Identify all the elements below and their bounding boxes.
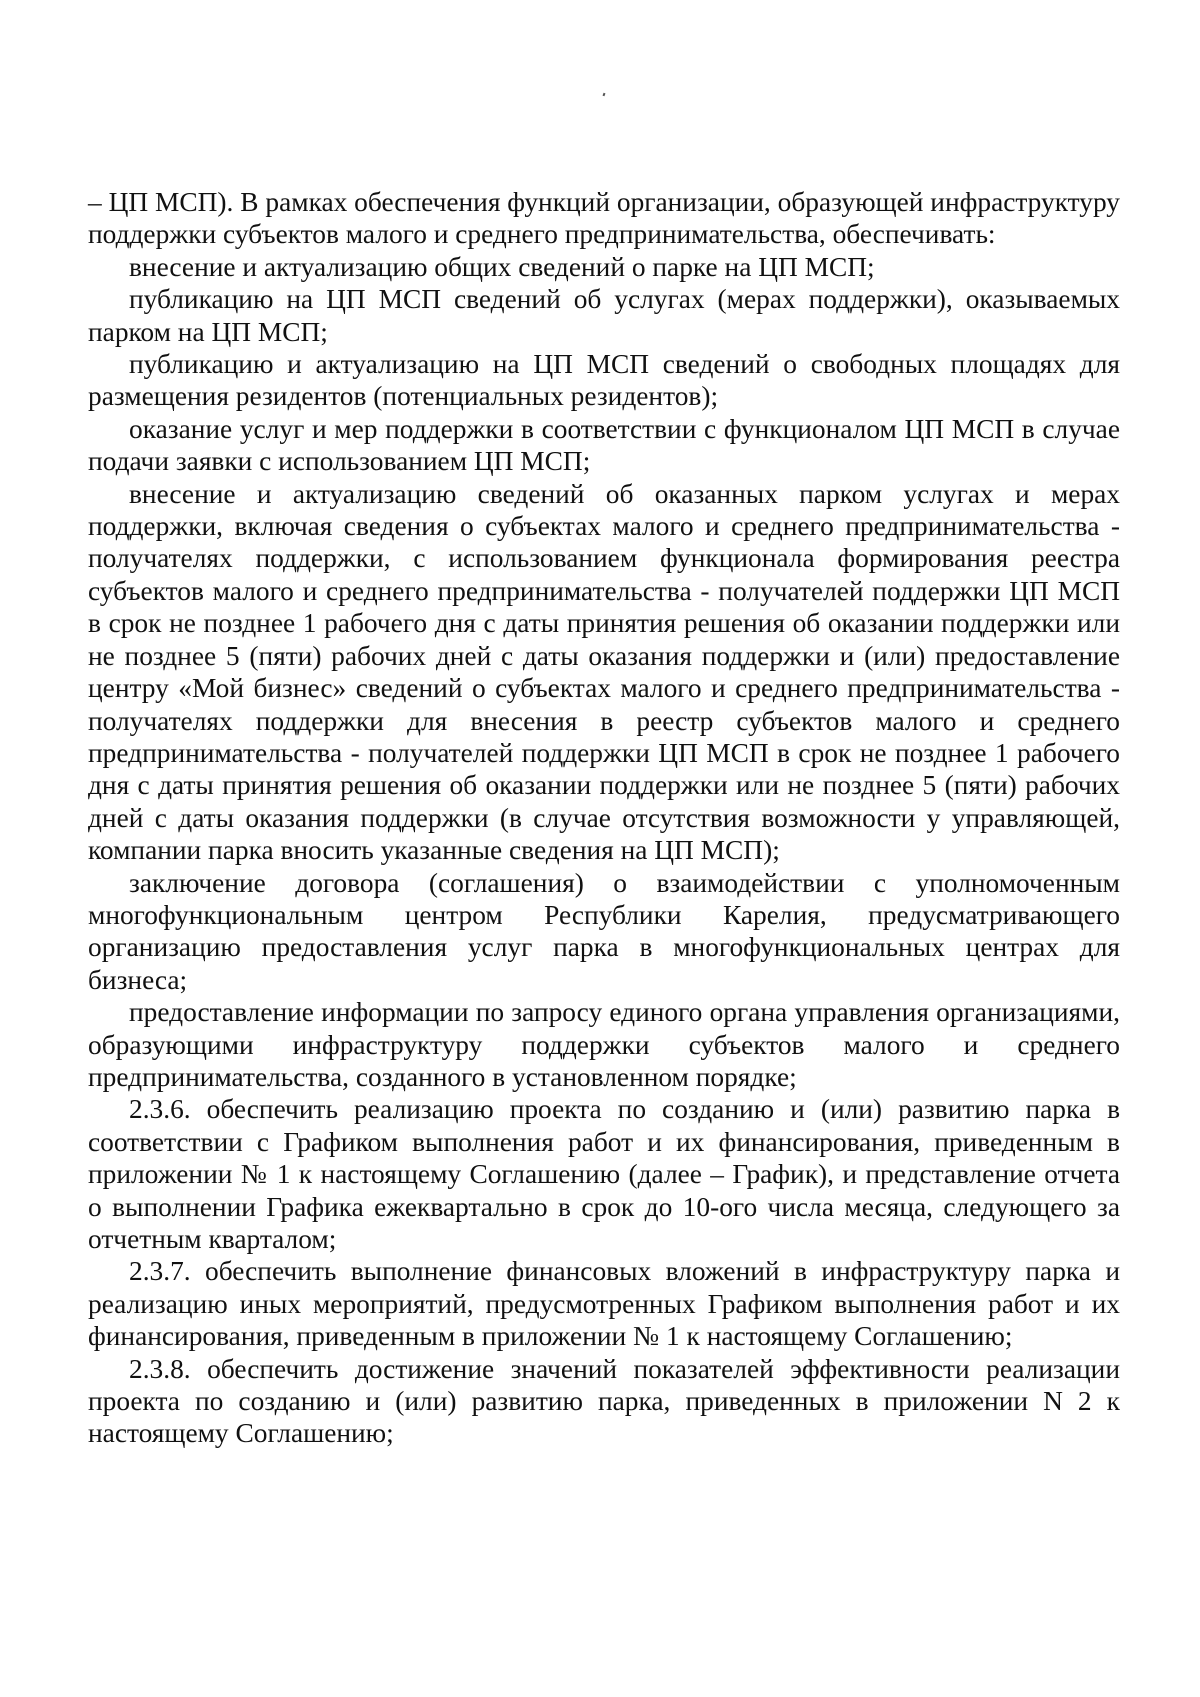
paragraph-support-services: оказание услуг и мер поддержки в соответствии с функционалом ЦП МСП в случае подачи заявки с использованием ЦП МСП; — [88, 413, 1120, 477]
clause-2-3-8: 2.3.8. обеспечить достижение значений показателей эффективности реализации проекта по созданию и (или) развитию парка, приведенных в приложении N 2 к настоящему Соглашению; — [88, 1353, 1120, 1449]
paragraph-continuation: – ЦП МСП). В рамках обеспечения функций организации, образующей инфраструктуру поддержки субъектов малого и среднего предпринимательства, обеспечивать: — [88, 187, 1120, 250]
paragraph-free-areas: публикацию и актуализацию на ЦП МСП сведений о свободных площадях для размещения резидентов (потенциальных резидентов); — [88, 349, 1120, 412]
clause-2-3-7: 2.3.7. обеспечить выполнение финансовых вложений в инфраструктуру парка и реализацию иных мероприятий, предусмотренных Графиком выполнения работ и их финансирования, приведенным в приложении № 1 к настоящему Соглашению; — [88, 1256, 1120, 1352]
paragraph-general-info: внесение и актуализацию общих сведений о парке на ЦП МСП; — [129, 251, 875, 282]
clause-2-3-6: 2.3.6. обеспечить реализацию проекта по созданию и (или) развитию парка в соответствии с Графиком выполнения работ и их финансирования, приведенным в приложении № 1 к настоящему Соглашению (далее – График), и представление отчета о выполнении Графика ежеквартально в срок до 10-ого числа месяца, следующего за отчетным кварталом; — [88, 1094, 1120, 1254]
paragraph-information-request: предоставление информации по запросу единого органа управления организациями, образующими инфраструктуру поддержки субъектов малого и среднего предпринимательства, созданного в установленном порядке; — [88, 997, 1120, 1092]
paragraph-support-registry: внесение и актуализацию сведений об оказанных парком услугах и мерах поддержки, включая сведения о субъектах малого и среднего предпринимательства - получателях поддержки, с использованием функционала формирования реестра субъектов малого и среднего предпринимательства - получателей поддержки ЦП МСП в срок не позднее 1 рабочего дня с даты принятия решения об оказании поддержки или не позднее 5 (пяти) рабочих дней с даты оказания поддержки и (или) предоставление центру «Мой бизнес» сведений о субъектах малого и среднего предпринимательства - получателях поддержки для внесения в реестр субъектов малого и среднего предпринимательства - получателей поддержки ЦП МСП в срок не позднее 1 рабочего дня с даты принятия решения об оказании поддержки или не позднее 5 (пяти) рабочих дней с даты оказания поддержки (в случае отсутствия возможности у управляющей, компании парка вносить указанные сведения на ЦП МСП); — [88, 478, 1120, 866]
paragraph-services-publication: публикацию на ЦП МСП сведений об услугах (мерах поддержки), оказываемых парком на ЦП МСП; — [88, 284, 1120, 347]
paragraph-mfc-agreement: заключение договора (соглашения) о взаимодействии с уполномоченным многофункциональным центром Республики Карелия, предусматривающего организацию предоставления услуг парка в многофункциональных центрах для бизнеса; — [88, 867, 1120, 995]
document-body — [88, 186, 1120, 1450]
scan-speck — [603, 93, 606, 97]
